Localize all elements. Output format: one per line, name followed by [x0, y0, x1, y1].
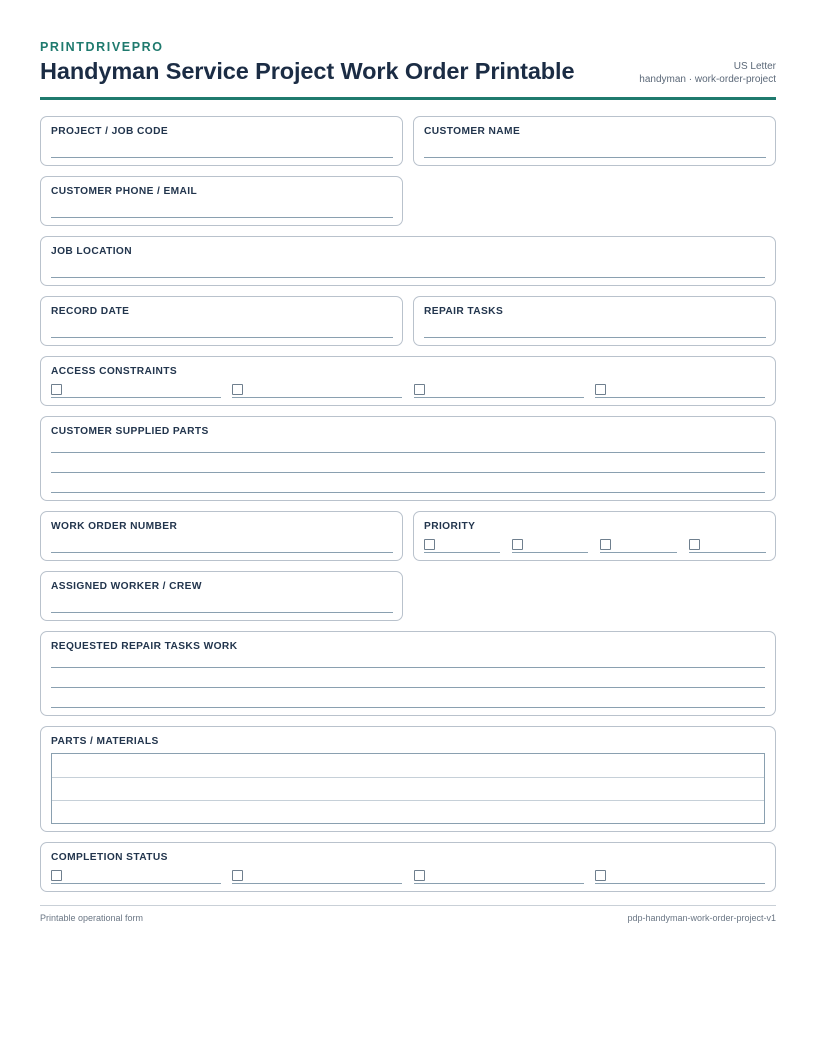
completion-status-option-line[interactable]	[51, 883, 221, 884]
record-date-input-line[interactable]	[51, 337, 393, 338]
access-constraint-option-line[interactable]	[595, 397, 765, 398]
assigned-worker-crew-field	[40, 571, 403, 621]
job-location-field	[40, 236, 776, 286]
completion-status-checkbox[interactable]	[51, 870, 62, 881]
work-order-number-field	[40, 511, 403, 561]
project-job-code-field	[40, 116, 403, 166]
parts-materials-table[interactable]	[51, 753, 765, 824]
field-label: ACCESS CONSTRAINTS	[51, 366, 178, 377]
repair-tasks-field	[413, 296, 776, 346]
form-page	[40, 0, 776, 1056]
field-label: PRIORITY	[424, 521, 476, 532]
field-label: ASSIGNED WORKER / CREW	[51, 581, 202, 592]
field-label: JOB LOCATION	[51, 246, 133, 257]
completion-status-checkbox[interactable]	[595, 870, 606, 881]
priority-option-line[interactable]	[689, 552, 766, 553]
priority-checkbox[interactable]	[512, 539, 523, 550]
document-meta	[639, 60, 776, 86]
customer-supplied-parts-field	[40, 416, 776, 501]
record-date-field	[40, 296, 403, 346]
field-label: RECORD DATE	[51, 306, 130, 317]
form-identifier: pdp-handyman-work-order-project-v1	[627, 913, 776, 923]
field-label: REQUESTED REPAIR TASKS WORK	[51, 641, 238, 652]
completion-status-checkbox[interactable]	[414, 870, 425, 881]
access-constraint-checkbox[interactable]	[414, 384, 425, 395]
field-label: REPAIR TASKS	[424, 306, 504, 317]
access-constraint-checkbox[interactable]	[232, 384, 243, 395]
completion-status-option-line[interactable]	[232, 883, 402, 884]
table-row-divider	[52, 777, 764, 778]
access-constraint-checkbox[interactable]	[51, 384, 62, 395]
field-label: CUSTOMER PHONE / EMAIL	[51, 186, 198, 197]
access-constraint-option-line[interactable]	[414, 397, 584, 398]
customer-supplied-parts-line-1[interactable]	[51, 452, 765, 453]
access-constraint-option-line[interactable]	[51, 397, 221, 398]
parts-materials-field	[40, 726, 776, 832]
customer-name-field	[413, 116, 776, 166]
field-label: COMPLETION STATUS	[51, 852, 168, 863]
table-row-divider	[52, 800, 764, 801]
completion-status-option-line[interactable]	[414, 883, 584, 884]
access-constraint-option-line[interactable]	[232, 397, 402, 398]
field-label: CUSTOMER NAME	[424, 126, 521, 137]
priority-checkbox[interactable]	[424, 539, 435, 550]
priority-checkbox[interactable]	[689, 539, 700, 550]
document-tags: handyman · work-order-project	[639, 74, 776, 85]
priority-field	[413, 511, 776, 561]
completion-status-checkbox[interactable]	[232, 870, 243, 881]
repair-tasks-input-line[interactable]	[424, 337, 766, 338]
requested-work-line-1[interactable]	[51, 667, 765, 668]
field-label: CUSTOMER SUPPLIED PARTS	[51, 426, 209, 437]
access-constraint-checkbox[interactable]	[595, 384, 606, 395]
field-label: PROJECT / JOB CODE	[51, 126, 169, 137]
assigned-worker-crew-input-line[interactable]	[51, 612, 393, 613]
project-job-code-input-line[interactable]	[51, 157, 393, 158]
work-order-number-input-line[interactable]	[51, 552, 393, 553]
completion-status-field	[40, 842, 776, 892]
customer-supplied-parts-line-2[interactable]	[51, 472, 765, 473]
priority-option-line[interactable]	[424, 552, 500, 553]
requested-repair-tasks-work-field	[40, 631, 776, 716]
customer-supplied-parts-line-3[interactable]	[51, 492, 765, 493]
priority-option-line[interactable]	[512, 552, 588, 553]
priority-option-line[interactable]	[600, 552, 677, 553]
priority-checkbox[interactable]	[600, 539, 611, 550]
footer-note: Printable operational form	[40, 913, 144, 923]
completion-status-option-line[interactable]	[595, 883, 765, 884]
access-constraints-field	[40, 356, 776, 406]
customer-phone-email-input-line[interactable]	[51, 217, 393, 218]
field-label: PARTS / MATERIALS	[51, 736, 159, 747]
job-location-input-line[interactable]	[51, 277, 765, 278]
brand-logo-text: PRINTDRIVEPRO	[40, 40, 164, 54]
customer-name-input-line[interactable]	[424, 157, 766, 158]
header-divider	[40, 97, 776, 100]
paper-size-label: US Letter	[733, 61, 776, 72]
page-title: Handyman Service Project Work Order Printable	[40, 58, 575, 84]
requested-work-line-2[interactable]	[51, 687, 765, 688]
footer-divider	[40, 905, 776, 906]
customer-phone-email-field	[40, 176, 403, 226]
field-label: WORK ORDER NUMBER	[51, 521, 178, 532]
requested-work-line-3[interactable]	[51, 707, 765, 708]
